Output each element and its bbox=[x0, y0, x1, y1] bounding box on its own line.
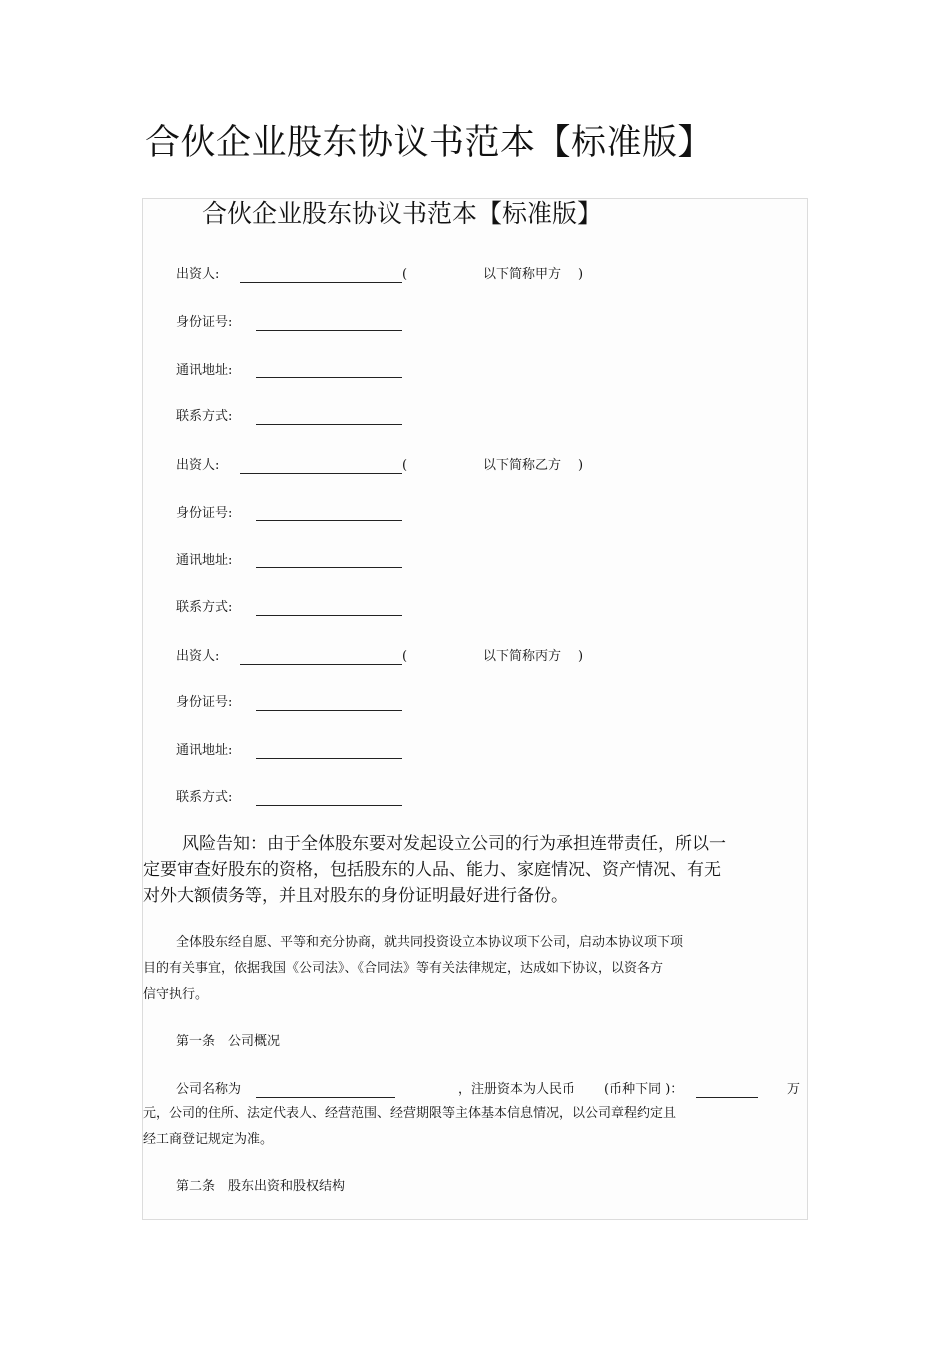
page-frame bbox=[142, 198, 808, 1220]
id-blank[interactable] bbox=[256, 520, 402, 521]
address-blank[interactable] bbox=[256, 377, 402, 378]
party-alias: 以下简称丙方 bbox=[483, 649, 562, 664]
investor-blank[interactable] bbox=[240, 473, 402, 474]
contact-label: 联系方式: bbox=[176, 790, 233, 805]
article-heading: 第二条 股东出资和股权结构 bbox=[176, 1179, 346, 1194]
address-blank[interactable] bbox=[256, 567, 402, 568]
investor-blank[interactable] bbox=[240, 282, 402, 283]
document-title: 合伙企业股东协议书范本【标准版】 bbox=[145, 123, 714, 163]
contact-blank[interactable] bbox=[256, 805, 402, 806]
company-name-blank[interactable] bbox=[256, 1097, 395, 1098]
party-alias: 以下简称乙方 bbox=[483, 458, 562, 473]
paren-open: ( bbox=[402, 267, 408, 282]
address-label: 通讯地址: bbox=[176, 363, 233, 378]
preamble-line: 信守执行。 bbox=[143, 987, 209, 1002]
address-blank[interactable] bbox=[256, 758, 402, 759]
paren-close: ) bbox=[578, 458, 584, 473]
company-name-label: 公司名称为 bbox=[176, 1082, 242, 1097]
address-label: 通讯地址: bbox=[176, 553, 233, 568]
id-label: 身份证号: bbox=[176, 315, 233, 330]
risk-line: 定要审查好股东的资格，包括股东的人品、能力、家庭情况、资产情况、有无 bbox=[143, 860, 721, 880]
contact-label: 联系方式: bbox=[176, 600, 233, 615]
preamble-line: 全体股东经自愿、平等和充分协商，就共同投资设立本协议项下公司，启动本协议项下项 bbox=[176, 935, 684, 950]
id-blank[interactable] bbox=[256, 710, 402, 711]
id-label: 身份证号: bbox=[176, 506, 233, 521]
capital-blank[interactable] bbox=[696, 1097, 758, 1098]
contact-label: 联系方式: bbox=[176, 409, 233, 424]
investor-blank[interactable] bbox=[240, 664, 402, 665]
inner-title: 合伙企业股东协议书范本【标准版】 bbox=[202, 199, 603, 228]
article1-line: 元，公司的住所、法定代表人、经营范围、经营期限等主体基本信息情况，以公司章程约定且 bbox=[143, 1106, 677, 1121]
article1-line: 经工商登记规定为准。 bbox=[143, 1132, 274, 1147]
paren-open: ( bbox=[402, 458, 408, 473]
paren-close: ) bbox=[578, 649, 584, 664]
paren-close: ) bbox=[578, 267, 584, 282]
currency-note: (币种下同 )： bbox=[604, 1082, 684, 1097]
id-blank[interactable] bbox=[256, 330, 402, 331]
preamble-line: 目的有关事宜，依据我国《公司法》、《合同法》等有关法律规定，达成如下协议，以资各方 bbox=[143, 961, 664, 976]
contact-blank[interactable] bbox=[256, 615, 402, 616]
investor-label: 出资人: bbox=[176, 458, 220, 473]
article-heading: 第一条 公司概况 bbox=[176, 1034, 281, 1049]
investor-label: 出资人: bbox=[176, 649, 220, 664]
capital-text: ，注册资本为人民币 bbox=[458, 1082, 576, 1097]
investor-label: 出资人: bbox=[176, 267, 220, 282]
address-label: 通讯地址: bbox=[176, 743, 233, 758]
risk-line: 风险告知：由于全体股东要对发起设立公司的行为承担连带责任，所以一 bbox=[182, 834, 726, 854]
id-label: 身份证号: bbox=[176, 695, 233, 710]
paren-open: ( bbox=[402, 649, 408, 664]
party-alias: 以下简称甲方 bbox=[483, 267, 562, 282]
risk-line: 对外大额债务等，并且对股东的身份证明最好进行备份。 bbox=[143, 886, 568, 906]
unit-label: 万 bbox=[787, 1082, 801, 1097]
contact-blank[interactable] bbox=[256, 424, 402, 425]
